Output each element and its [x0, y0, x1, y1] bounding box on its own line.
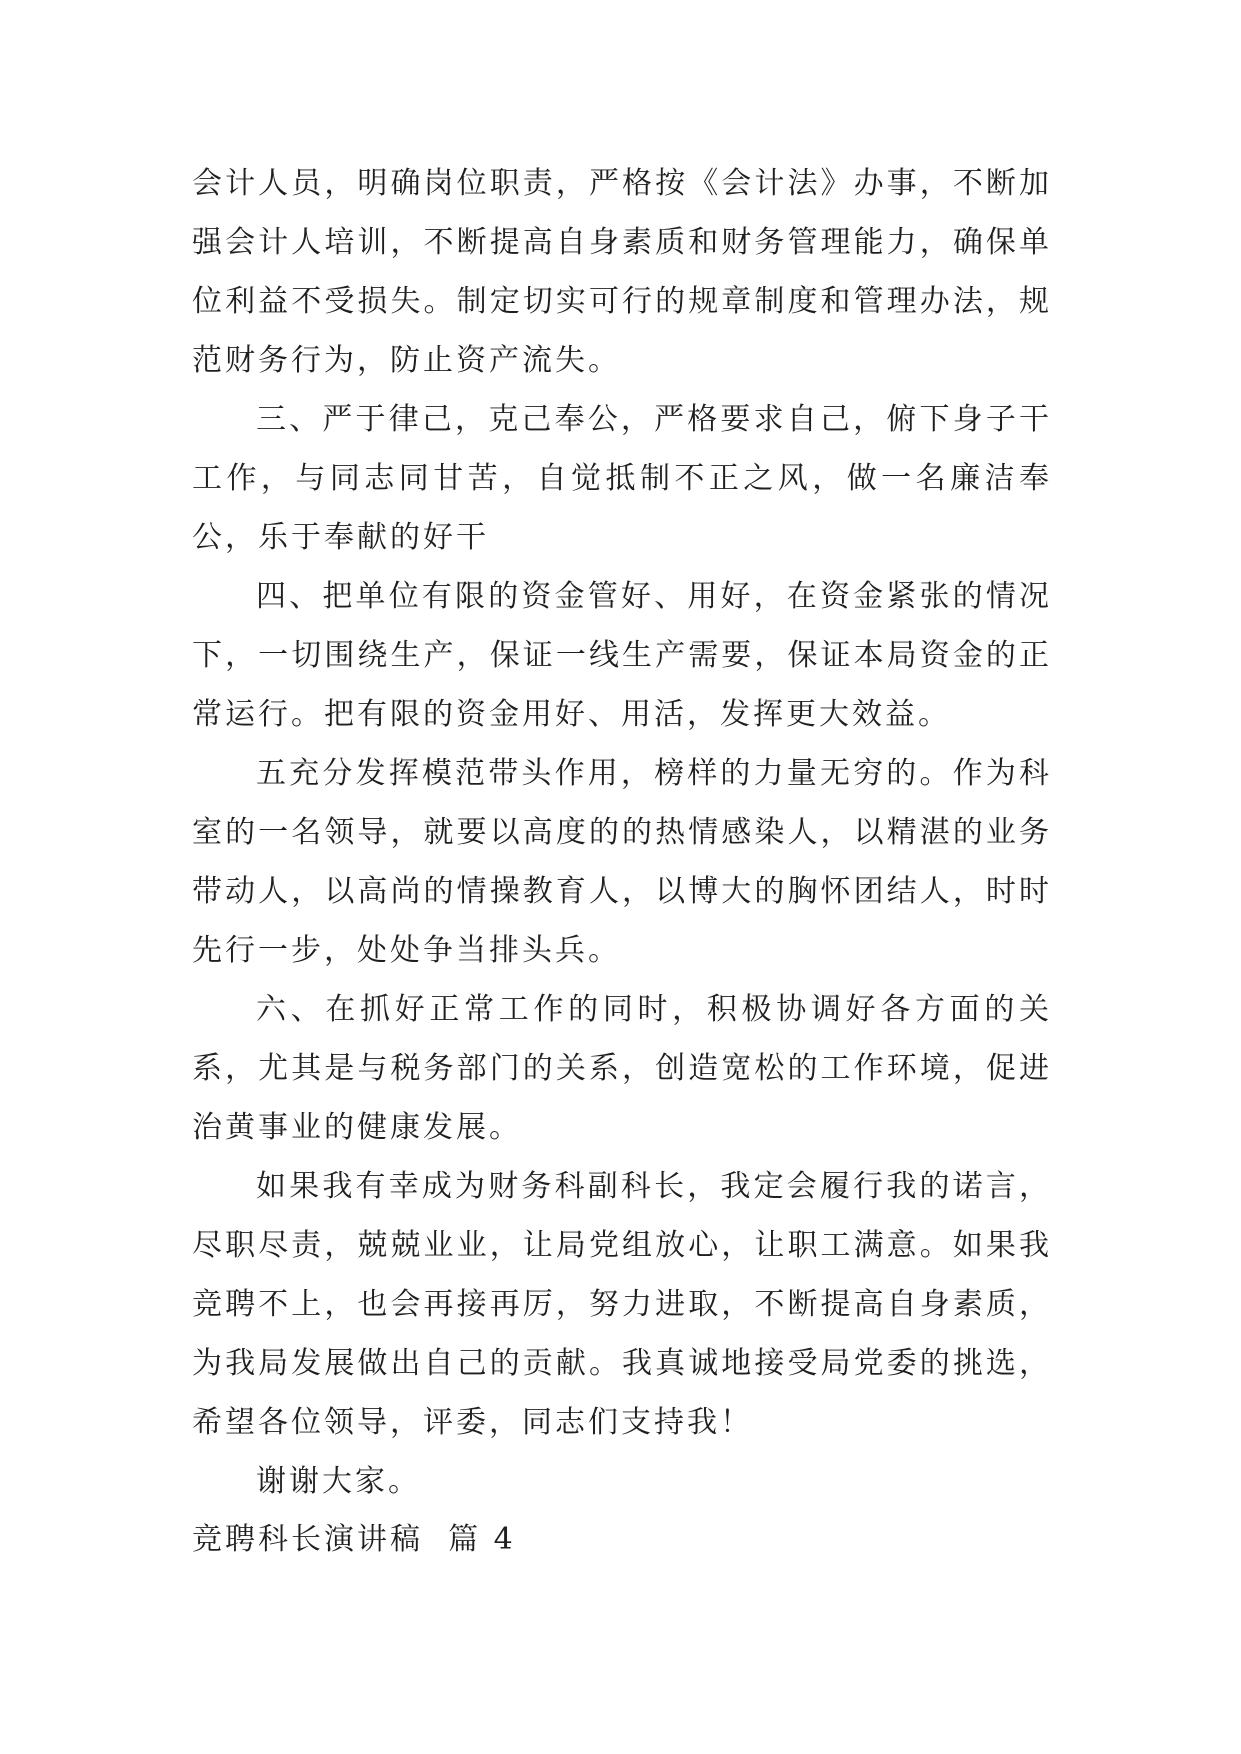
paragraph-point-five: 五充分发挥模范带头作用，榜样的力量无穷的。作为科室的一名领导，就要以高度的的热情感染人，以精湛的业务带动人，以高尚的情操教育人，以博大的胸怀团结人，时时先行一步，处处争当排头兵。: [192, 756, 1052, 968]
document-page: [192, 154, 1052, 1569]
paragraph-thanks: 谢谢大家。: [256, 1464, 421, 1499]
paragraph-point-four: 四、把单位有限的资金管好、用好，在资金紧张的情况下，一切围绕生产，保证一线生产需要，保证本局资金的正常运行。把有限的资金用好、用活，发挥更大效益。: [192, 579, 1052, 732]
section-title: 竞聘科长演讲稿 篇 4: [192, 1522, 516, 1557]
paragraph-point-six: 六、在抓好正常工作的同时，积极协调好各方面的关系，尤其是与税务部门的关系，创造宽松的工作环境，促进治黄事业的健康发展。: [192, 992, 1052, 1145]
paragraph-closing-pledge: 如果我有幸成为财务科副科长，我定会履行我的诺言，尽职尽责，兢兢业业，让局党组放心，让职工满意。如果我竞聘不上，也会再接再厉，努力进取，不断提高自身素质，为我局发展做出自己的贡献。我真诚地接受局党委的挑选，希望各位领导，评委，同志们支持我！: [192, 1169, 1052, 1440]
paragraph-continuation: 会计人员，明确岗位职责，严格按《会计法》办事，不断加强会计人培训，不断提高自身素质和财务管理能力，确保单位利益不受损失。制定切实可行的规章制度和管理办法，规范财务行为，防止资产流失。: [192, 166, 1052, 378]
paragraph-point-three: 三、严于律己，克己奉公，严格要求自己，俯下身子干工作，与同志同甘苦，自觉抵制不正之风，做一名廉洁奉公，乐于奉献的好干: [192, 402, 1052, 555]
